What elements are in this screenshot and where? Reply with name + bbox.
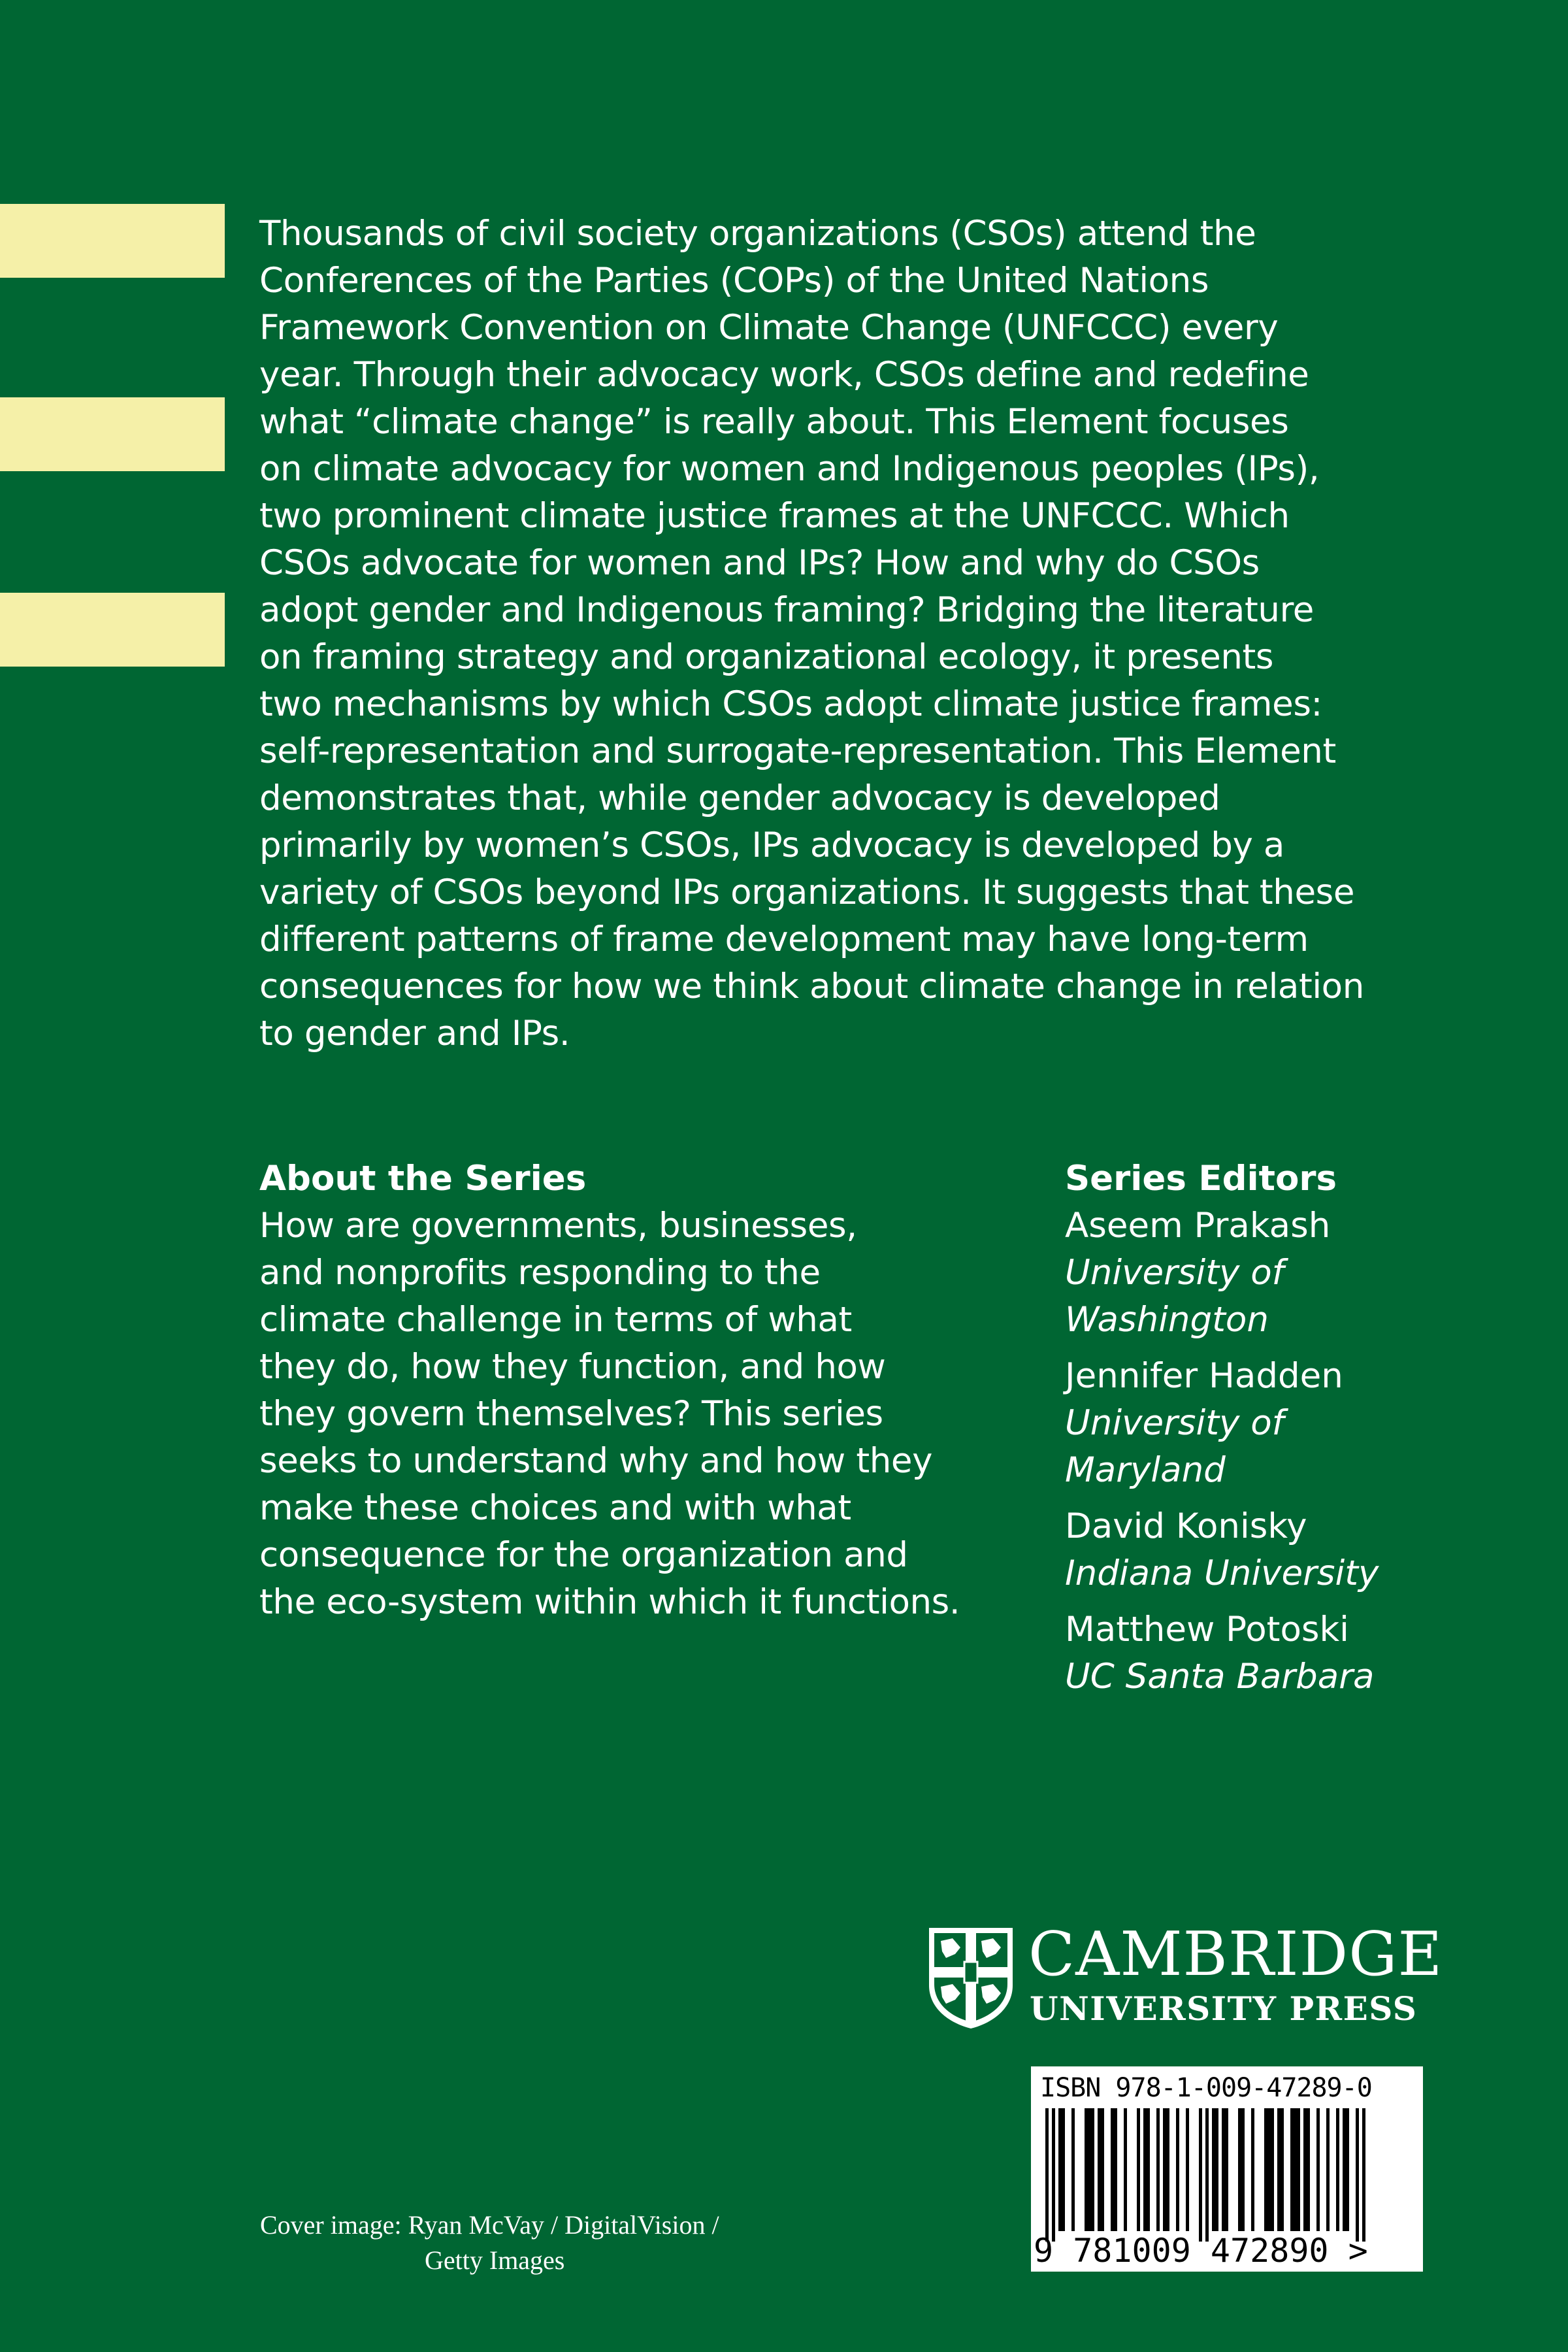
decorative-stripe xyxy=(0,397,225,471)
description-line: Framework Convention on Climate Change (UNFCCC) every xyxy=(259,308,1279,348)
description-line: two prominent climate justice frames at the UNFCCC. Which xyxy=(259,496,1290,536)
cambridge-crest-icon xyxy=(926,1925,1015,2030)
decorative-stripe xyxy=(0,204,225,278)
editor-name: Matthew Potoski xyxy=(1065,1610,1349,1649)
description-line: demonstrates that, while gender advocacy is developed xyxy=(259,778,1220,818)
about-text xyxy=(259,1202,1030,1626)
isbn-barcode xyxy=(1031,2066,1423,2272)
description-line: adopt gender and Indigenous framing? Bridging the literature xyxy=(259,590,1315,630)
description-line: to gender and IPs. xyxy=(259,1014,570,1053)
editor-affiliation: University of xyxy=(1065,1253,1284,1293)
about-the-series xyxy=(259,1155,1030,1626)
publisher-subname: UNIVERSITY PRESS xyxy=(1030,1989,1418,2028)
description-line: on climate advocacy for women and Indigenous peoples (IPs), xyxy=(259,449,1320,489)
about-line: make these choices and with what xyxy=(259,1488,851,1528)
editor-affiliation: Washington xyxy=(1065,1300,1269,1340)
editor-entry xyxy=(1065,1353,1483,1494)
editor-list xyxy=(1065,1202,1483,1700)
editor-name: David Konisky xyxy=(1065,1506,1307,1546)
editor-affiliation: Indiana University xyxy=(1065,1553,1379,1593)
description-line: consequences for how we think about climate change in relation xyxy=(259,967,1364,1006)
editor-entry xyxy=(1065,1202,1483,1344)
editors-heading: Series Editors xyxy=(1065,1159,1337,1199)
editor-entry xyxy=(1065,1503,1483,1597)
editor-affiliation: Maryland xyxy=(1065,1450,1226,1490)
editor-name: Aseem Prakash xyxy=(1065,1206,1331,1246)
book-description xyxy=(259,210,1448,1057)
description-line: two mechanisms by which CSOs adopt climate justice frames: xyxy=(259,684,1322,724)
description-line: primarily by women’s CSOs, IPs advocacy is developed by a xyxy=(259,825,1284,865)
description-line: different patterns of frame development may have long-term xyxy=(259,919,1309,959)
about-line: the eco-system within which it functions. xyxy=(259,1582,960,1622)
description-line: what “climate change” is really about. This Element focuses xyxy=(259,402,1289,442)
about-line: and nonprofits responding to the xyxy=(259,1253,821,1293)
about-line: climate challenge in terms of what xyxy=(259,1300,852,1340)
publisher-name: CAMBRIDGE xyxy=(1028,1919,1443,1989)
description-line: self-representation and surrogate-representation. This Element xyxy=(259,731,1336,771)
about-heading: About the Series xyxy=(259,1159,587,1199)
about-line: consequence for the organization and xyxy=(259,1535,908,1575)
editor-name: Jennifer Hadden xyxy=(1065,1356,1343,1396)
description-line: year. Through their advocacy work, CSOs define and redefine xyxy=(259,355,1309,395)
series-editors xyxy=(1065,1155,1483,1700)
editor-affiliation: University of xyxy=(1065,1403,1284,1443)
description-line: CSOs advocate for women and IPs? How and why do CSOs xyxy=(259,543,1260,583)
about-line: they do, how they function, and how xyxy=(259,1347,886,1387)
editor-affiliation: UC Santa Barbara xyxy=(1065,1657,1375,1697)
editor-entry xyxy=(1065,1606,1483,1700)
description-line: on framing strategy and organizational ecology, it presents xyxy=(259,637,1274,677)
about-line: How are governments, businesses, xyxy=(259,1206,857,1246)
cover-image-credit xyxy=(260,2208,719,2278)
description-line: Conferences of the Parties (COPs) of the United Nations xyxy=(259,261,1209,301)
decorative-stripe xyxy=(0,593,225,667)
credit-line-2: Getty Images xyxy=(425,2245,565,2275)
description-line: variety of CSOs beyond IPs organizations. It suggests that these xyxy=(259,872,1355,912)
publisher-logo xyxy=(926,1919,1443,2030)
credit-line-1: Cover image: Ryan McVay / DigitalVision / xyxy=(260,2210,719,2240)
isbn-label: ISBN 978-1-009-47289-0 xyxy=(1040,2073,1372,2103)
about-line: seeks to understand why and how they xyxy=(259,1441,933,1481)
description-line: Thousands of civil society organizations (CSOs) attend the xyxy=(259,214,1256,254)
about-line: they govern themselves? This series xyxy=(259,1394,883,1434)
barcode-digits: 9 781009 472890 > xyxy=(1034,2232,1368,2270)
